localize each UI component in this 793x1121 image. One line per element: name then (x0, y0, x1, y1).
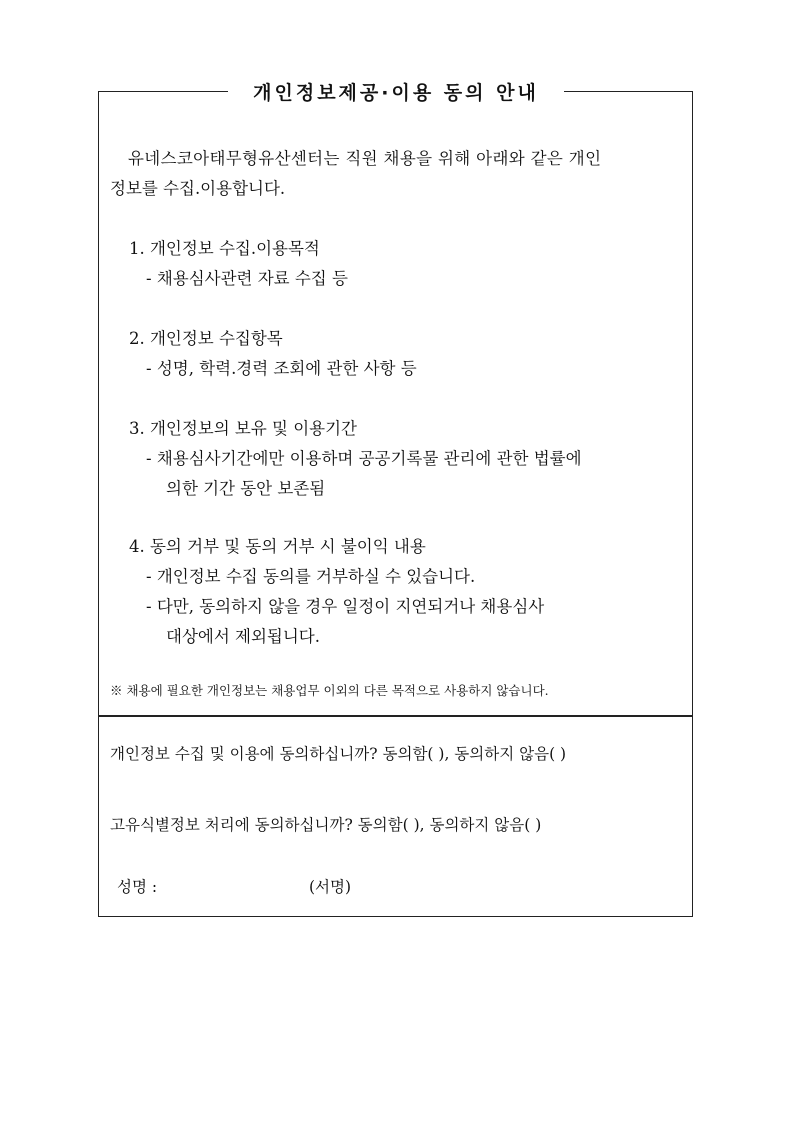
section-3-line-2: 의한 기간 동안 보존됨 (166, 479, 326, 498)
consent-question-personal-info[interactable]: 개인정보 수집 및 이용에 동의하십니까? 동의함( ), 동의하지 않음( ) (110, 745, 567, 763)
intro-line-1: 유네스코아태무형유산센터는 직원 채용을 위해 아래와 같은 개인 (128, 149, 602, 168)
section-4-line-2: - 다만, 동의하지 않을 경우 일정이 지연되거나 채용심사 (146, 597, 545, 616)
section-2-line-1: - 성명, 학력.경력 조회에 관한 사항 등 (146, 359, 417, 378)
name-label: 성명 : (117, 878, 158, 896)
usage-note: ※ 채용에 필요한 개인정보는 채용업무 이외의 다른 목적으로 사용하지 않습니다. (110, 683, 549, 698)
section-2-heading: 2. 개인정보 수집항목 (129, 329, 283, 348)
section-divider (98, 715, 693, 717)
intro-line-2: 정보를 수집.이용합니다. (110, 179, 286, 198)
consent-form-frame (98, 91, 693, 917)
document-title: 개인정보제공·이용 동의 안내 (228, 78, 564, 108)
consent-question-unique-id[interactable]: 고유식별정보 처리에 동의하십니까? 동의함( ), 동의하지 않음( ) (110, 816, 542, 834)
section-3-line-1: - 채용심사기간에만 이용하며 공공기록물 관리에 관한 법률에 (146, 449, 582, 468)
section-4-line-1: - 개인정보 수집 동의를 거부하실 수 있습니다. (146, 567, 476, 586)
section-1-heading: 1. 개인정보 수집.이용목적 (129, 239, 320, 258)
section-3-heading: 3. 개인정보의 보유 및 이용기간 (129, 419, 357, 438)
section-1-line-1: - 채용심사관련 자료 수집 등 (146, 269, 348, 288)
section-4-heading: 4. 동의 거부 및 동의 거부 시 불이익 내용 (129, 537, 426, 556)
signature-label: (서명) (309, 878, 352, 896)
section-4-line-3: 대상에서 제외됩니다. (166, 627, 320, 646)
